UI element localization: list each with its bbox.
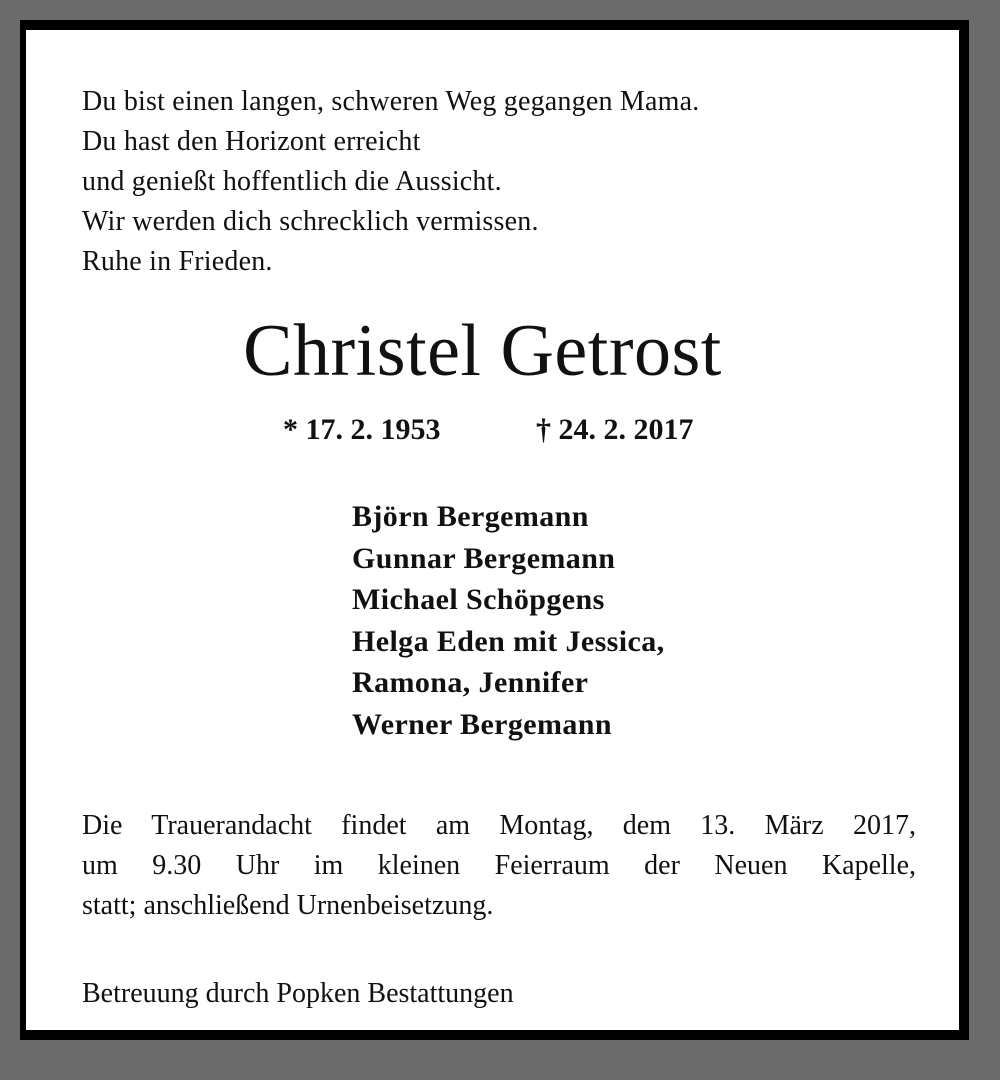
birth-date: * 17. 2. 1953 (283, 413, 441, 446)
poem-line: Wir werden dich schrecklich vermissen. (82, 206, 539, 237)
mourner-name: Werner Bergemann (352, 707, 612, 741)
service-line: um 9.30 Uhr im kleinen Feierraum der Neuen Kapelle, (82, 850, 916, 881)
mourner-name: Gunnar Bergemann (352, 541, 616, 575)
mourner-name: Björn Bergemann (352, 500, 589, 533)
obituary-notice (26, 30, 959, 1030)
memorial-poem (82, 82, 902, 282)
service-line: statt; anschließend Urnenbeisetzung. (82, 890, 494, 921)
poem-line: Du hast den Horizont erreicht (82, 126, 421, 157)
obituary-card-border (20, 20, 969, 1040)
poem-line: Ruhe in Frieden. (82, 246, 273, 277)
service-line: Die Trauerandacht findet am Montag, dem 13. März 2017, (82, 810, 916, 841)
poem-line: Du bist einen langen, schweren Weg gegangen Mama. (82, 86, 700, 117)
mourner-name: Michael Schöpgens (352, 583, 605, 616)
death-date: † 24. 2. 2017 (536, 413, 694, 446)
service-announcement (82, 806, 916, 926)
mourners-list (352, 496, 665, 745)
mourner-name: Helga Eden mit Jessica, (352, 624, 665, 658)
mourner-name: Ramona, Jennifer (352, 666, 589, 699)
poem-line: und genießt hoffentlich die Aussicht. (82, 166, 502, 197)
deceased-name: Christel Getrost (243, 310, 722, 392)
funeral-home-credit: Betreuung durch Popken Bestattungen (82, 978, 514, 1009)
